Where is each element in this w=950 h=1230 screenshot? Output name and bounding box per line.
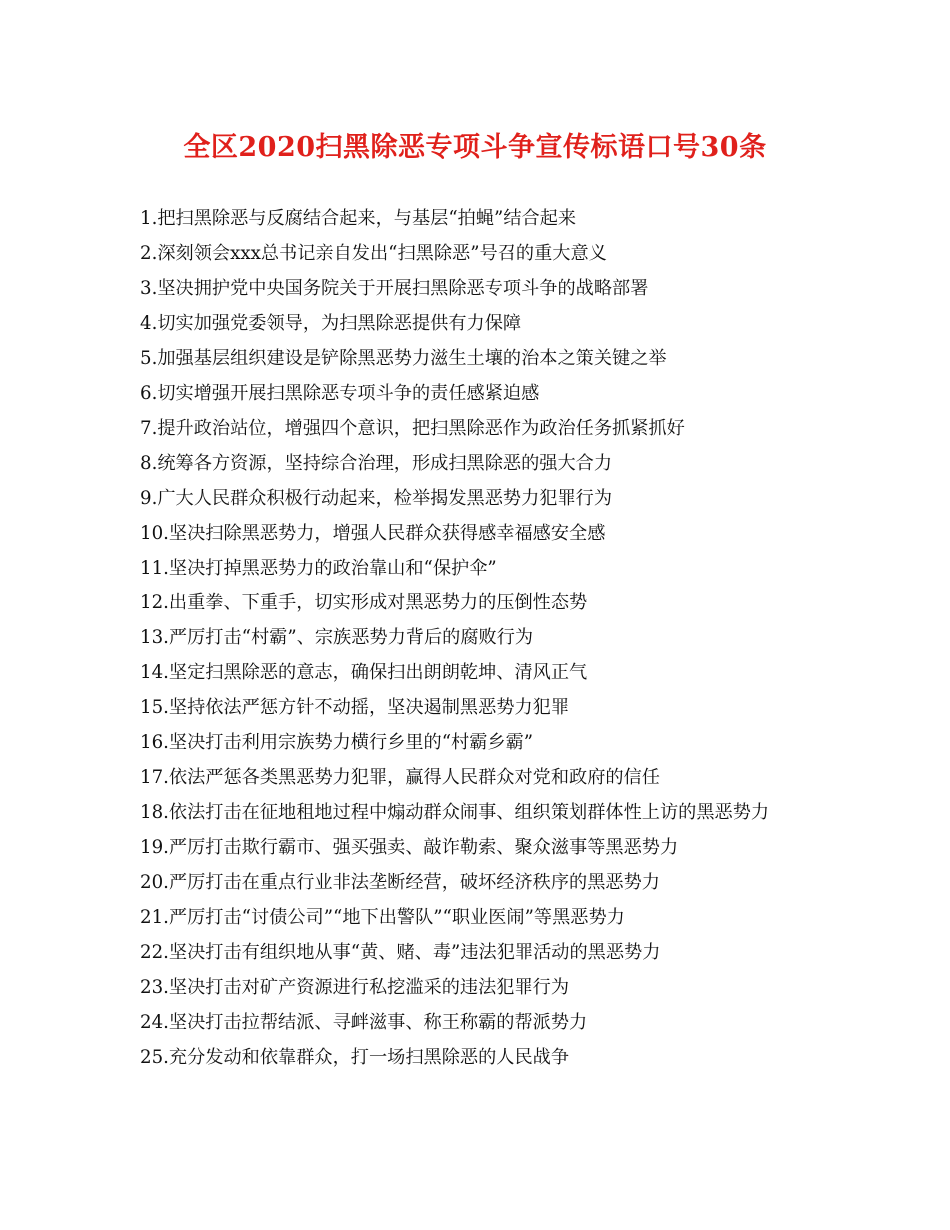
list-item: 14.坚定扫黑除恶的意志，确保扫出朗朗乾坤、清风正气 bbox=[140, 662, 588, 684]
list-item: 4.切实加强党委领导，为扫黑除恶提供有力保障 bbox=[140, 312, 522, 334]
slogan-list bbox=[140, 202, 820, 1076]
list-item: 20.严厉打击在重点行业非法垄断经营，破坏经济秩序的黑恶势力 bbox=[140, 872, 660, 894]
list-item: 11.坚决打掉黑恶势力的政治靠山和“保护伞” bbox=[140, 557, 497, 579]
list-item: 9.广大人民群众积极行动起来，检举揭发黑恶势力犯罪行为 bbox=[140, 487, 613, 509]
list-item: 7.提升政治站位，增强四个意识，把扫黑除恶作为政治任务抓紧抓好 bbox=[140, 417, 685, 439]
list-item: 12.出重拳、下重手，切实形成对黑恶势力的压倒性态势 bbox=[140, 592, 588, 614]
list-item: 15.坚持依法严惩方针不动摇，坚决遏制黑恶势力犯罪 bbox=[140, 697, 570, 719]
list-item: 2.深刻领会xxx总书记亲自发出“扫黑除恶”号召的重大意义 bbox=[140, 242, 607, 264]
list-item: 6.切实增强开展扫黑除恶专项斗争的责任感紧迫感 bbox=[140, 382, 540, 404]
list-item: 3.坚决拥护党中央国务院关于开展扫黑除恶专项斗争的战略部署 bbox=[140, 277, 649, 299]
list-item: 5.加强基层组织建设是铲除黑恶势力滋生土壤的治本之策关键之举 bbox=[140, 347, 667, 369]
list-item: 1.把扫黑除恶与反腐结合起来，与基层“拍蝇”结合起来 bbox=[140, 208, 577, 229]
list-item: 21.严厉打击“讨债公司”“地下出警队”“职业医闹”等黑恶势力 bbox=[140, 907, 625, 929]
list-item: 23.坚决打击对矿产资源进行私挖滥采的违法犯罪行为 bbox=[140, 976, 570, 998]
list-item: 18.依法打击在征地租地过程中煽动群众闹事、组织策划群体性上访的黑恶势力 bbox=[140, 802, 770, 824]
list-item: 22.坚决打击有组织地从事“黄、赌、毒”违法犯罪活动的黑恶势力 bbox=[140, 942, 661, 964]
list-item: 25.充分发动和依靠群众，打一场扫黑除恶的人民战争 bbox=[140, 1046, 570, 1068]
list-item: 17.依法严惩各类黑恶势力犯罪，赢得人民群众对党和政府的信任 bbox=[140, 767, 660, 789]
document-title: 全区2020扫黑除恶专项斗争宣传标语口号30条 bbox=[183, 132, 767, 163]
list-item: 16.坚决打击利用宗族势力横行乡里的“村霸乡霸” bbox=[140, 732, 534, 754]
list-item: 13.严厉打击“村霸”、宗族恶势力背后的腐败行为 bbox=[140, 627, 534, 649]
list-item: 24.坚决打击拉帮结派、寻衅滋事、称王称霸的帮派势力 bbox=[140, 1011, 588, 1033]
list-item: 10.坚决扫除黑恶势力，增强人民群众获得感幸福感安全感 bbox=[140, 522, 606, 544]
list-item: 8.统筹各方资源，坚持综合治理，形成扫黑除恶的强大合力 bbox=[140, 452, 613, 474]
list-item: 19.严厉打击欺行霸市、强买强卖、敲诈勒索、聚众滋事等黑恶势力 bbox=[140, 837, 679, 859]
